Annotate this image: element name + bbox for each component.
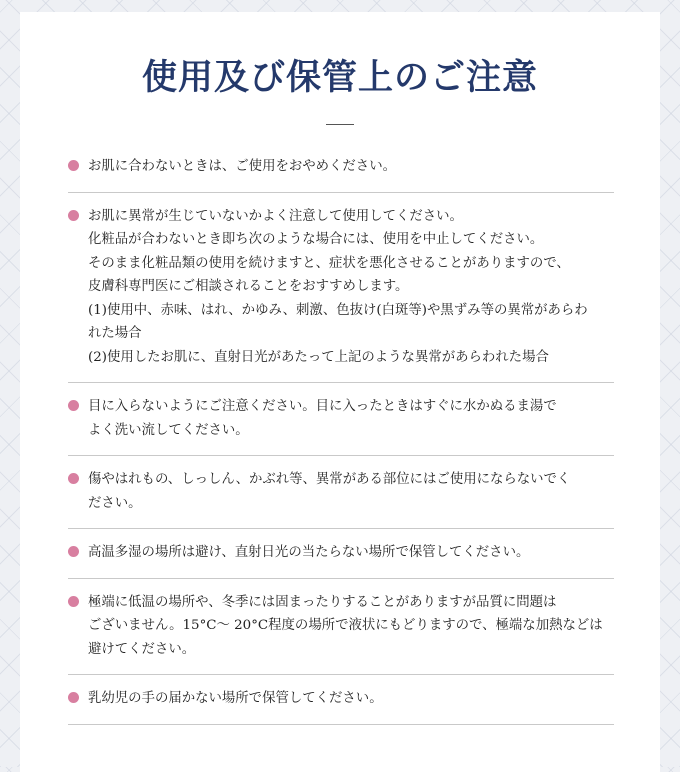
notice-text-line: 乳幼児の手の届かない場所で保管してください。 — [88, 691, 383, 706]
notice-text-line: お肌に合わないときは、ご使用をおやめください。 — [88, 159, 396, 174]
bullet-dot-icon — [68, 473, 79, 484]
page-title: 使用及び保管上のご注意 — [141, 57, 538, 98]
bullet-dot-icon — [68, 210, 79, 221]
title-divider — [326, 124, 354, 125]
notice-text-line: 目に入らないようにご注意ください。目に入ったときはすぐに水かぬるま湯で — [88, 399, 557, 414]
notice-item — [68, 193, 614, 384]
notice-text-line: 皮膚科専門医にご相談されることをおすすめします。 — [88, 279, 409, 294]
notice-list — [68, 153, 614, 725]
notice-text-line: 避けてください。 — [88, 641, 196, 657]
notice-item — [68, 383, 614, 456]
notice-item — [68, 153, 614, 193]
notice-text-line: (2)使用したお肌に、直射日光があたって上記のような異常があらわれた場合 — [88, 349, 549, 365]
bullet-dot-icon — [68, 546, 79, 557]
bullet-dot-icon — [68, 692, 79, 703]
notice-text-line: お肌に異常が生じていないかよく注意して使用してください。 — [88, 208, 463, 224]
notice-text-line: (1)使用中、赤味、はれ、かゆみ、刺激、色抜け(白斑等)や黒ずみ等の異常があらわ — [88, 302, 588, 318]
notice-text-line: そのまま化粧品類の使用を続けますと、症状を悪化させることがありますので、 — [88, 255, 570, 271]
notice-text-line: よく洗い流してください。 — [88, 422, 249, 438]
notice-text-line: 高温多湿の場所は避け、直射日光の当たらない場所で保管してください。 — [88, 545, 530, 560]
bullet-dot-icon — [68, 596, 79, 607]
notice-text-line: 極端に低温の場所や、冬季には固まったりすることがありますが品質に問題は — [88, 594, 557, 610]
notice-text-line: 化粧品が合わないとき即ち次のような場合には、使用を中止してください。 — [88, 232, 544, 247]
notice-item — [68, 529, 614, 579]
notice-item — [68, 456, 614, 529]
notice-text-line: ございません。15°C～ 20°C程度の場所で液状にもどりますので、極端な加熱などは — [88, 618, 603, 633]
bullet-dot-icon — [68, 400, 79, 411]
bullet-dot-icon — [68, 160, 79, 171]
notice-text-line: ださい。 — [88, 495, 142, 511]
notice-card — [20, 12, 660, 772]
notice-item — [68, 579, 614, 676]
notice-item — [68, 675, 614, 725]
notice-text-line: れた場合 — [88, 326, 142, 341]
notice-text-line: 傷やはれもの、しっしん、かぶれ等、異常がある部位にはご使用にならないでく — [88, 472, 571, 487]
